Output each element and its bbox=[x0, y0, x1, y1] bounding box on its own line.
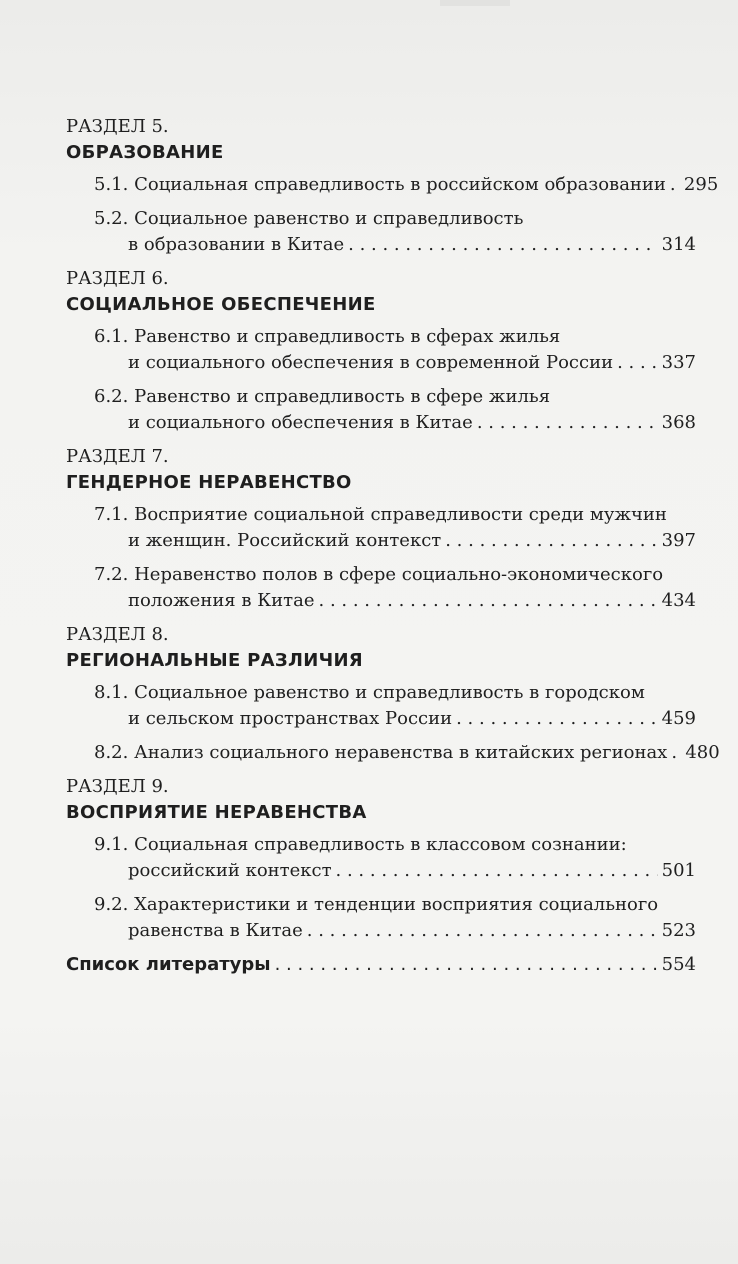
section-label: РАЗДЕЛ 8. bbox=[66, 624, 169, 645]
leader-dots bbox=[348, 232, 658, 258]
toc-section bbox=[66, 266, 696, 436]
page-number: 480 bbox=[685, 742, 720, 763]
page-number: 295 bbox=[683, 174, 719, 195]
toc-entry[interactable] bbox=[94, 892, 696, 944]
section-title: СОЦИАЛЬНОЕ ОБЕСПЕЧЕНИЕ bbox=[66, 294, 376, 315]
table-of-contents bbox=[66, 114, 720, 978]
entry-title-continued: положения в Китае bbox=[128, 590, 315, 611]
leader-dots bbox=[307, 918, 658, 944]
entry-number: 9.1. bbox=[94, 834, 129, 855]
entry-title: Социальное равенство и справедливость bbox=[134, 208, 524, 229]
toc-entry[interactable] bbox=[94, 502, 696, 554]
entry-title-continued: российский контекст bbox=[128, 860, 332, 881]
entry-title-continued: и женщин. Российский контекст bbox=[128, 530, 442, 551]
entry-number: 7.2. bbox=[94, 564, 129, 585]
page-number: 523 bbox=[661, 920, 696, 941]
section-title: ГЕНДЕРНОЕ НЕРАВЕНСТВО bbox=[66, 472, 352, 493]
page-number: 459 bbox=[661, 708, 696, 729]
leader-dots bbox=[336, 858, 658, 884]
page-number: 554 bbox=[661, 954, 696, 975]
leader-dots bbox=[670, 172, 680, 198]
entry-title-continued: и сельском пространствах России bbox=[128, 708, 453, 729]
toc-entry[interactable] bbox=[94, 740, 720, 766]
entry-title-continued: и социального обеспечения в современной России bbox=[128, 352, 614, 373]
toc-section bbox=[66, 774, 696, 944]
entry-title: Восприятие социальной справедливости среди мужчин bbox=[134, 504, 667, 525]
section-title: ОБРАЗОВАНИЕ bbox=[66, 142, 224, 163]
entry-title: Социальная справедливость в классовом сознании: bbox=[134, 834, 627, 855]
section-label: РАЗДЕЛ 7. bbox=[66, 446, 169, 467]
section-label: РАЗДЕЛ 5. bbox=[66, 116, 169, 137]
toc-section bbox=[66, 114, 719, 258]
entry-number: 7.1. bbox=[94, 504, 129, 525]
toc-entry[interactable] bbox=[94, 172, 719, 198]
leader-dots bbox=[617, 350, 658, 376]
entry-number: 8.1. bbox=[94, 682, 129, 703]
entry-title-continued: равенства в Китае bbox=[128, 920, 303, 941]
entry-title: Неравенство полов в сфере социально-экономического bbox=[134, 564, 664, 585]
leader-dots bbox=[671, 740, 681, 766]
toc-section bbox=[66, 444, 696, 614]
entry-number: 5.1. bbox=[94, 174, 129, 195]
bibliography-entry[interactable] bbox=[66, 952, 696, 978]
page-number: 397 bbox=[661, 530, 696, 551]
page-number: 314 bbox=[661, 234, 696, 255]
entry-number: 6.2. bbox=[94, 386, 129, 407]
leader-dots bbox=[275, 952, 658, 978]
entry-title: Анализ социального неравенства в китайских регионах bbox=[134, 742, 668, 763]
page-number: 434 bbox=[661, 590, 696, 611]
toc-section bbox=[66, 622, 720, 766]
entry-title-continued: и социального обеспечения в Китае bbox=[128, 412, 473, 433]
toc-entry[interactable] bbox=[94, 384, 696, 436]
entry-title: Характеристики и тенденции восприятия социального bbox=[134, 894, 659, 915]
entry-number: 6.1. bbox=[94, 326, 129, 347]
section-title: РЕГИОНАЛЬНЫЕ РАЗЛИЧИЯ bbox=[66, 650, 363, 671]
entry-title: Равенство и справедливость в сфере жилья bbox=[134, 386, 551, 407]
page-number: 501 bbox=[661, 860, 696, 881]
entry-number: 9.2. bbox=[94, 894, 129, 915]
toc-entry[interactable] bbox=[94, 680, 696, 732]
toc-entry[interactable] bbox=[94, 832, 696, 884]
entry-number: 8.2. bbox=[94, 742, 129, 763]
entry-title: Социальная справедливость в российском образовании bbox=[134, 174, 666, 195]
entry-title-continued: в образовании в Китае bbox=[128, 234, 345, 255]
entry-title: Равенство и справедливость в сферах жилья bbox=[134, 326, 561, 347]
leader-dots bbox=[477, 410, 658, 436]
entry-number: 5.2. bbox=[94, 208, 129, 229]
page-number: 368 bbox=[661, 412, 696, 433]
section-label: РАЗДЕЛ 6. bbox=[66, 268, 169, 289]
leader-dots bbox=[445, 528, 657, 554]
section-label: РАЗДЕЛ 9. bbox=[66, 776, 169, 797]
leader-dots bbox=[319, 588, 658, 614]
page-number: 337 bbox=[661, 352, 696, 373]
page-edge-mark bbox=[440, 0, 510, 6]
toc-entry[interactable] bbox=[94, 206, 696, 258]
toc-entry[interactable] bbox=[94, 324, 696, 376]
toc-entry[interactable] bbox=[94, 562, 696, 614]
leader-dots bbox=[456, 706, 658, 732]
entry-title: Социальное равенство и справедливость в городском bbox=[134, 682, 645, 703]
section-title: ВОСПРИЯТИЕ НЕРАВЕНСТВА bbox=[66, 802, 367, 823]
bibliography-label: Список литературы bbox=[66, 954, 271, 975]
